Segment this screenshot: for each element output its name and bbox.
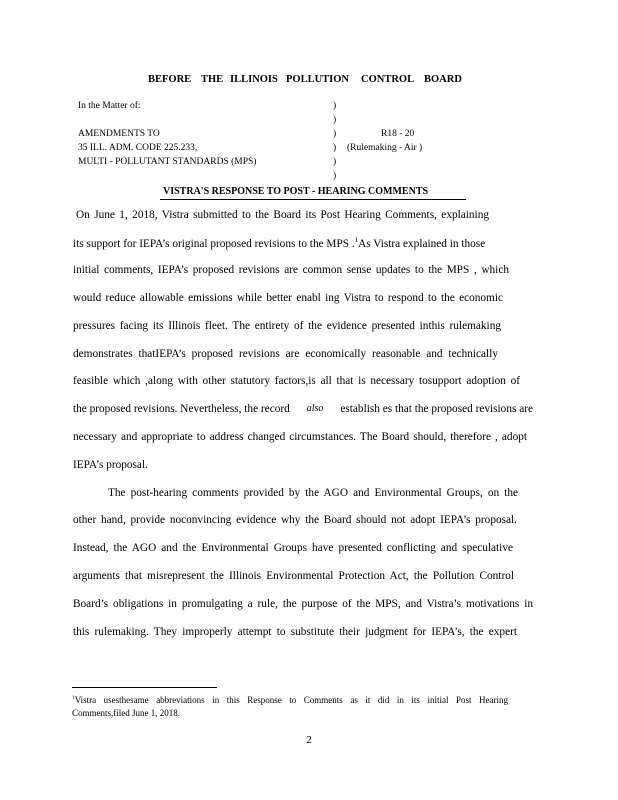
body-line: arguments that misrepresent the Illinois Environmental Protection Act, the Pollution Control (73, 570, 514, 582)
footnote-line: Comments,filed June 1, 2018. (72, 708, 180, 718)
caption-code: 35 ILL. ADM. CODE 225.233, (78, 143, 198, 153)
heading-word: THE (201, 74, 224, 85)
footnote-mark: 1 (72, 695, 75, 701)
body-line (73, 403, 533, 415)
heading-word: BEFORE (148, 74, 192, 85)
body-line (73, 237, 485, 250)
body-line: demonstrates thatIEPA’s proposed revisions are economically reasonable and technically (73, 348, 498, 360)
heading-word: BOARD (424, 74, 462, 85)
body-line: On June 1, 2018, Vistra submitted to the Board its Post Hearing Comments, explaining (76, 209, 489, 221)
title-underline (160, 199, 466, 200)
docket-number: R18 - 20 (381, 129, 415, 139)
caption-paren: ) (333, 129, 337, 139)
body-text: As Vistra explained in those (358, 237, 486, 250)
caption-paren: ) (333, 101, 337, 111)
footnote-ref: 1 (354, 237, 359, 244)
caption-paren: ) (333, 143, 337, 153)
caption-paren: ) (333, 171, 337, 181)
body-line: initial comments, IEPA’s proposed revisions are common sense updates to the MPS , which (73, 264, 509, 276)
footnote-separator (72, 687, 217, 688)
document-title: VISTRA'S RESPONSE TO POST - HEARING COMMENTS (163, 186, 429, 197)
body-line: pressures facing its Illinois fleet. The entirety of the evidence presented inthis rulemaking (73, 320, 501, 332)
body-line: The post-hearing comments provided by the AGO and Environmental Groups, on the (108, 487, 518, 499)
heading-word: ILLINOIS (230, 74, 278, 85)
body-line: this rulemaking. They improperly attempt to substitute their judgment for IEPA’s, the expert (73, 626, 517, 638)
footnote-text: Vistra usesthesame abbreviations in this Response to Comments as it did in its initial Post Hearing (74, 695, 508, 705)
heading-word: POLLUTION (286, 74, 350, 85)
heading-word: CONTROL (361, 74, 415, 85)
caption-matter: In the Matter of: (78, 101, 141, 111)
body-text: establish es that the proposed revisions are (340, 403, 533, 415)
body-line: necessary and appropriate to address changed circumstances. The Board should, therefore , adopt (73, 431, 527, 443)
body-text: its support for IEPA’s original proposed revisions to the MPS . (73, 237, 355, 250)
caption-paren: ) (333, 157, 337, 167)
body-emphasis: also (306, 403, 324, 414)
caption-paren: ) (333, 115, 337, 125)
body-line: Board’s obligations in promulgating a rule, the purpose of the MPS, and Vistra’s motivations in (73, 598, 533, 610)
body-text: the proposed revisions. Nevertheless, the record (73, 403, 290, 415)
body-line: Instead, the AGO and the Environmental Groups have presented conflicting and speculative (73, 542, 513, 554)
body-line: IEPA’s proposal. (73, 459, 148, 471)
caption-mps: MULTI - POLLUTANT STANDARDS (MPS) (78, 157, 257, 167)
body-line: would reduce allowable emissions while better enabl ing Vistra to respond to the economic (73, 292, 503, 304)
body-line: feasible which ,along with other statutory factors,is all that is necessary tosupport adoption of (73, 375, 520, 387)
footnote-line (72, 695, 508, 705)
page-number: 2 (306, 734, 312, 746)
caption-amendments: AMENDMENTS TO (78, 129, 160, 139)
rulemaking-type: (Rulemaking - Air ) (347, 143, 423, 153)
body-line: other hand, provide noconvincing evidence why the Board should not adopt IEPA’s proposal. (73, 514, 517, 526)
